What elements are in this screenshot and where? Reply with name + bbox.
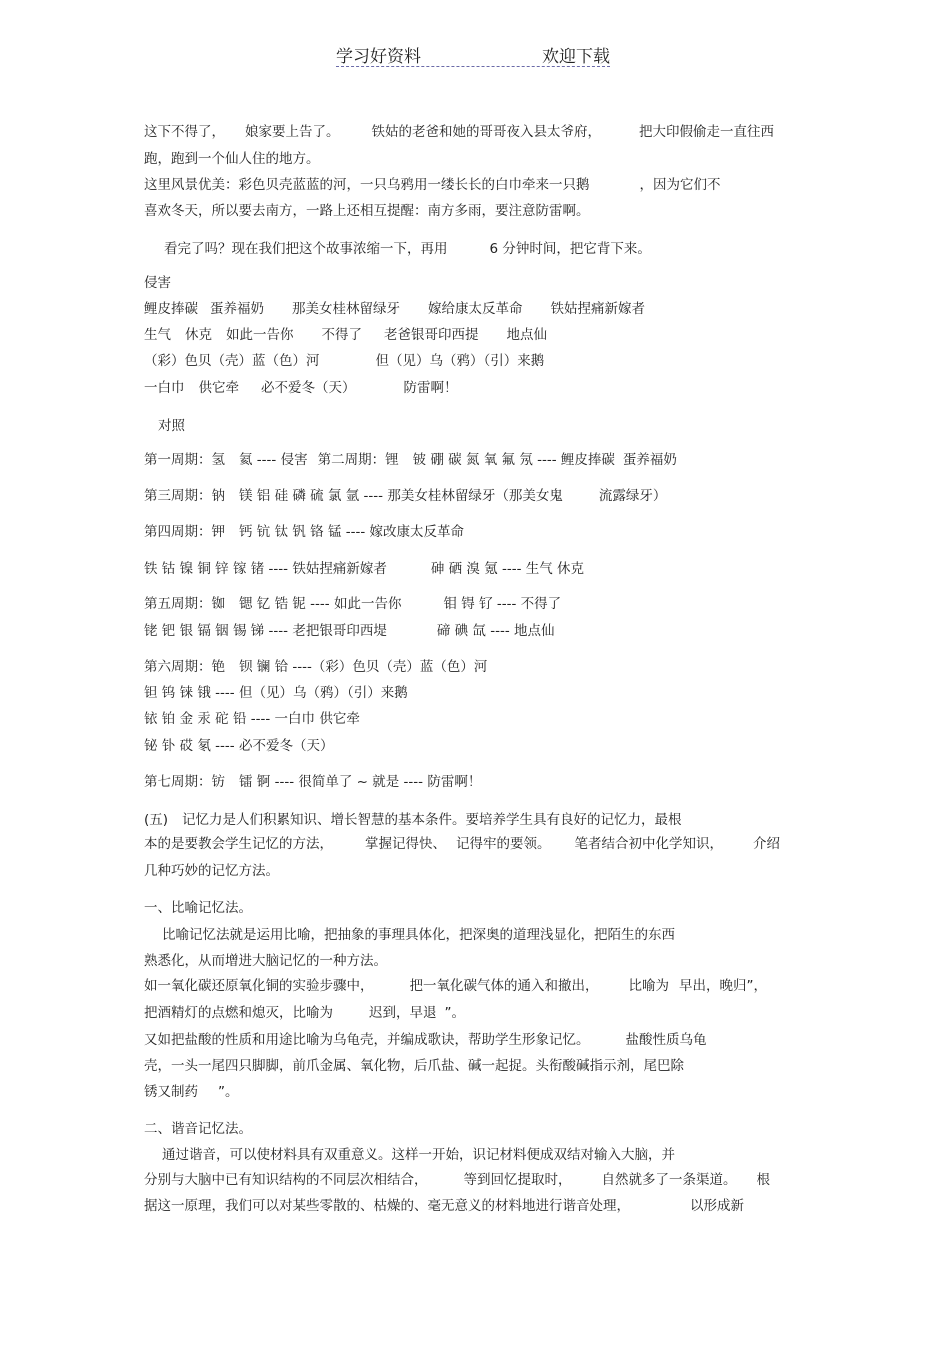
text-segment: 6 分钟时间，把它背下来。: [489, 241, 651, 257]
text-line: [144, 685, 408, 701]
text-segment: 掌握记得快、: [365, 836, 446, 852]
text-segment: 鲤皮捧碳: [144, 301, 198, 317]
text-segment: 这里风景优美：彩色贝壳蓝蓝的河，一只乌鸦用一缕长长的白巾牵来一只鹅: [144, 177, 590, 193]
text-segment: 如此一告你: [226, 327, 294, 343]
text-segment: 砷 硒 溴 氪 ---- 生气 休克: [430, 561, 585, 577]
text-segment: 第四周期：钾: [144, 524, 225, 540]
text-line: [144, 623, 554, 639]
text-segment: 第二周期：锂: [317, 452, 399, 468]
text-segment: 地点仙: [506, 327, 547, 343]
text-line: [164, 241, 651, 257]
text-segment: 铑 钯 银 镉 铟 锡 锑 ---- 老把银哥印西堤: [144, 623, 387, 639]
text-segment: 休克: [185, 327, 212, 343]
text-segment: 镭 锕 ---- 很简单了 ~ 就是 ---- 防雷啊！: [239, 774, 482, 790]
text-line: [144, 863, 279, 879]
text-segment: 等到回忆提取时，: [463, 1172, 572, 1188]
text-segment: 比喻记忆法就是运用比喻，把抽象的事理具体化，把深奥的道理浅显化，把陌生的东西: [162, 927, 675, 943]
text-segment: 笔者结合初中化学知识，: [574, 836, 723, 852]
text-segment: 第七周期：钫: [144, 774, 225, 790]
text-line: [144, 659, 487, 675]
text-line: [144, 561, 584, 577]
text-segment: 铁姑的老爸和她的哥哥夜入县太爷府，: [371, 124, 601, 140]
text-segment: 第一周期：氢: [144, 452, 225, 468]
text-segment: 喜欢冬天，所以要去南方，一路上还相互提醒：南方多雨，要注意防雷啊。: [144, 203, 590, 219]
text-segment: 看完了吗？现在我们把这个故事浓缩一下，再用: [164, 241, 448, 257]
text-line: [144, 1198, 744, 1214]
text-line: [144, 524, 464, 540]
text-line: [144, 812, 682, 828]
text-segment: 盐酸性质乌龟: [625, 1032, 707, 1048]
text-segment: 碲 碘 氙 ---- 地点仙: [436, 623, 555, 639]
text-segment: 第五周期：铷: [144, 596, 225, 612]
text-segment: 娘家要上告了。: [245, 124, 340, 140]
text-segment: 锶 钇 锆 铌 ---- 如此一告你: [239, 596, 402, 612]
text-segment: 迟到，早退: [369, 1005, 437, 1021]
text-segment: 自然就多了一条渠道。: [601, 1172, 737, 1188]
text-line: [162, 1147, 675, 1163]
text-segment: 介绍: [753, 836, 780, 852]
text-segment: 锈又制药: [144, 1084, 198, 1100]
text-line: [144, 1084, 239, 1100]
text-line: [144, 1172, 770, 1188]
text-segment: 流露绿牙）: [598, 488, 667, 504]
text-segment: 一白巾: [144, 380, 185, 396]
text-segment: 嫁给康太反革命: [428, 301, 523, 317]
text-segment: 通过谐音，可以使材料具有双重意义。这样一开始，识记材料便成双结对输入大脑，并: [162, 1147, 675, 1163]
text-segment: 蛋养福奶: [210, 301, 264, 317]
text-line: [144, 353, 544, 369]
text-segment: 钡 镧 铪 ----（彩）色贝（壳）蓝（色）河: [239, 659, 488, 675]
text-segment: 钙 钪 钛 钒 铬 锰 ---- 嫁改康太反革命: [239, 524, 465, 540]
text-line: [144, 978, 767, 994]
text-segment: 第六周期：铯: [144, 659, 225, 675]
text-segment: （彩）色贝（壳）蓝（色）河: [144, 353, 320, 369]
text-line: [144, 301, 645, 317]
text-segment: 几种巧妙的记忆方法。: [144, 863, 279, 879]
text-segment: 铁姑捏痛新嫁者: [550, 301, 645, 317]
text-line: [144, 151, 320, 167]
text-segment: 铍 硼 碳 氮 氧 氟 氖 ---- 鲤皮捧碳: [412, 452, 615, 468]
text-line: [144, 953, 387, 969]
text-segment: 壳，一头一尾四只脚脚，前爪金属、氧化物，后爪盐、碱一起捉。头衔酸碱指示剂，尾巴除: [144, 1058, 684, 1074]
text-line: [144, 738, 333, 754]
text-segment: 防雷啊！: [403, 380, 458, 396]
text-line: [144, 1005, 465, 1021]
text-segment: 把一氧化碳气体的通入和撤出，: [409, 978, 599, 994]
text-line: [144, 452, 677, 468]
text-line: [144, 836, 780, 852]
text-segment: 跑，跑到一个仙人住的地方。: [144, 151, 320, 167]
text-line: [144, 596, 561, 612]
text-segment: 记忆力是人们积累知识、增长智慧的基本条件。要培养学生具有良好的记忆力，最根: [182, 812, 682, 828]
text-segment: 把大印假偷走一直往西: [639, 124, 774, 140]
text-line: [144, 1032, 707, 1048]
text-line: [144, 488, 666, 504]
text-segment: ”。: [218, 1084, 239, 1100]
text-line: [144, 327, 547, 343]
text-segment: 这下不得了，: [144, 124, 225, 140]
text-line: [158, 418, 185, 434]
text-line: [144, 1058, 684, 1074]
text-segment: 供它牵: [198, 380, 239, 396]
text-segment: 不得了: [321, 327, 362, 343]
text-segment: 比喻为: [628, 978, 669, 994]
text-line: [162, 927, 675, 943]
text-segment: 把酒精灯的点燃和熄灭，比喻为: [144, 1005, 333, 1021]
text-segment: 又如把盐酸的性质和用途比喻为乌龟壳，并编成歌诀，帮助学生形象记忆。: [144, 1032, 590, 1048]
text-segment: 铁 钴 镍 铜 锌 镓 锗 ---- 铁姑捏痛新嫁者: [144, 561, 387, 577]
text-line: [144, 774, 481, 790]
text-segment: 二、谐音记忆法。: [144, 1121, 252, 1137]
text-segment: 一、比喻记忆法。: [144, 900, 252, 916]
header-right-text: 欢迎下载: [542, 47, 610, 67]
text-segment: 第三周期：钠: [144, 488, 225, 504]
text-segment: 但（见）乌（鸦）（引）来鹅: [375, 353, 545, 369]
text-segment: 蛋养福奶: [622, 452, 677, 468]
text-segment: 据这一原理，我们可以对某些零散的、枯燥的、毫无意义的材料地进行谐音处理，: [144, 1198, 630, 1214]
text-segment: 老爸银哥印西提: [384, 327, 479, 343]
text-line: [144, 275, 171, 291]
text-segment: 钽 钨 铼 锇 ---- 但（见）乌（鸦）（引）来鹅: [144, 685, 408, 701]
text-segment: 如一氧化碳还原氧化铜的实验步骤中，: [144, 978, 374, 994]
text-line: [144, 177, 721, 193]
text-segment: 分别与大脑中已有知识结构的不同层次相结合，: [144, 1172, 428, 1188]
text-line: [144, 203, 590, 219]
text-segment: 本的是要教会学生记忆的方法，: [144, 836, 333, 852]
text-segment: 必不爱冬（天）: [261, 380, 356, 396]
text-segment: 镁 铝 硅 磷 硫 氯 氩 ---- 那美女桂林留绿牙（那美女鬼: [239, 488, 563, 504]
text-line: [144, 380, 458, 396]
text-line: [144, 711, 360, 727]
text-segment: 根: [756, 1172, 770, 1188]
text-segment: 记得牢的要领。: [456, 836, 551, 852]
text-segment: 以形成新: [690, 1198, 744, 1214]
text-segment: 侵害: [144, 275, 171, 291]
text-segment: 对照: [158, 418, 185, 434]
text-segment: 早出，晚归”，: [679, 978, 767, 994]
text-segment: 钼 锝 钌 ---- 不得了: [443, 596, 562, 612]
text-line: [144, 900, 252, 916]
text-line: [144, 124, 774, 140]
text-segment: 铋 钋 砹 氡 ---- 必不爱冬（天）: [144, 738, 334, 754]
text-segment: 那美女桂林留绿牙: [292, 301, 400, 317]
text-segment: ，因为它们不: [639, 177, 721, 193]
text-segment: 熟悉化，从而增进大脑记忆的一种方法。: [144, 953, 387, 969]
text-segment: 铱 铂 金 汞 砣 铅 ---- 一白巾 供它牵: [144, 711, 360, 727]
text-segment: 氦 ---- 侵害: [239, 452, 308, 468]
text-segment: 生气: [144, 327, 171, 343]
header-left-text: 学习好资料: [336, 47, 421, 67]
page-header: [336, 40, 610, 67]
text-segment: (五): [144, 812, 169, 828]
text-line: [144, 1121, 252, 1137]
text-segment: ”。: [444, 1005, 465, 1021]
